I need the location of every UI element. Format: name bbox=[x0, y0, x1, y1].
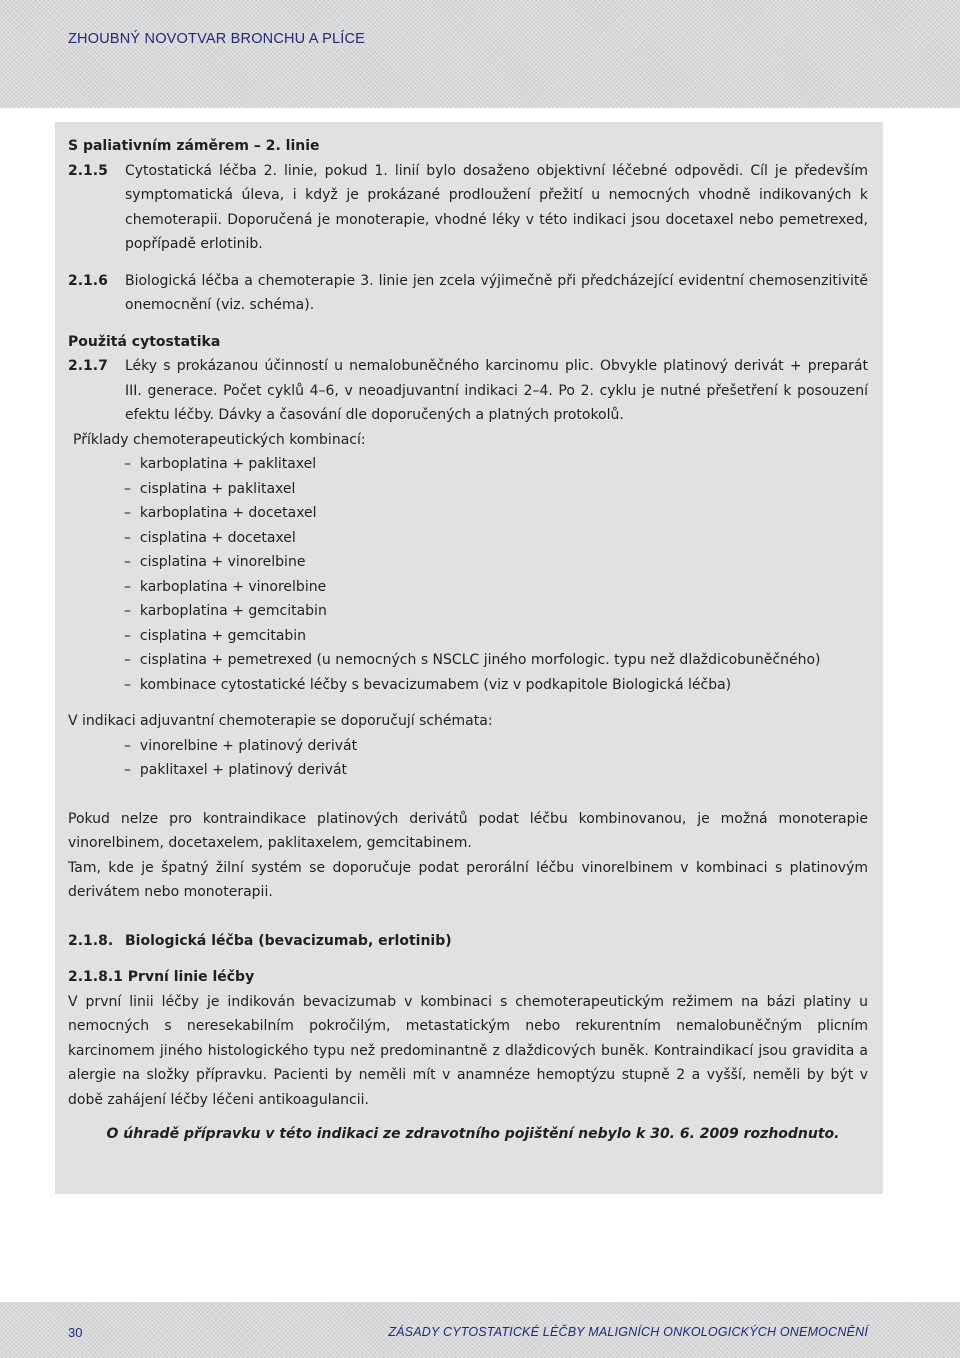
adjuvant-intro: V indikaci adjuvantní chemoterapie se doporučují schémata: bbox=[68, 713, 493, 729]
list-item: – paklitaxel + platinový derivát bbox=[124, 758, 868, 783]
reimbursement-note: O úhradě přípravku v této indikaci ze zdravotního pojištění nebylo k 30. 6. 2009 rozhodnuto. bbox=[106, 1126, 840, 1142]
venous-paragraph: Tam, kde je špatný žilní systém se doporučuje podat perorální léčbu vinorelbinem v kombinaci s platinovým derivátem nebo monoterapii. bbox=[68, 859, 868, 900]
running-footer-title: ZÁSADY CYTOSTATICKÉ LÉČBY MALIGNÍCH ONKOLOGICKÝCH ONEMOCNĚNÍ bbox=[388, 1325, 868, 1339]
palliative-heading: S paliativním záměrem – 2. linie bbox=[68, 138, 320, 154]
section-text: Cytostatická léčba 2. linie, pokud 1. linií bylo dosaženo objektivní léčebné odpovědi. Cíl je především symptomatická úleva, i když je prokázané prodloužení přežití u nemocných vhodně indikovaných k chemoterapii. Doporučená je monoterapie, vhodné léky v této indikaci jsou docetaxel nebo pemetrexed, popřípadě erlotinib. bbox=[125, 162, 868, 252]
section-number: 2.1.8. bbox=[68, 932, 114, 949]
section-2-1-5 bbox=[68, 159, 868, 257]
list-item: – karboplatina + gemcitabin bbox=[124, 599, 868, 624]
list-item: – cisplatina + docetaxel bbox=[124, 526, 868, 551]
section-text: Biologická léčba a chemoterapie 3. linie jen zcela výjimečně při předcházející evidentní chemosenzitivitě onemocnění (viz. schéma). bbox=[125, 272, 868, 313]
section-title: Biologická léčba (bevacizumab, erlotinib) bbox=[125, 932, 452, 949]
header-band bbox=[0, 0, 960, 108]
section-number: 2.1.5 bbox=[68, 162, 108, 179]
first-line-paragraph: V první linii léčby je indikován bevacizumab v kombinaci s chemoterapeutickým režimem na bázi platiny u nemocných s neresekabilním pokročilým, metastatickým nebo rekurentním nemalobuněčným plicním karcinomem jiného histologického typu než predominantně z dlaždicových buněk. Kontraindikací jsou gravidita a alergie na složky přípravku. Pacienti by neměli mít v anamnéze hemoptýzu stupně 2 a vyšší, neměli by být v době zahájení léčby léčeni antikoagulancii. bbox=[68, 993, 868, 1108]
list-item: – cisplatina + gemcitabin bbox=[124, 624, 868, 649]
page-number: 30 bbox=[68, 1325, 83, 1340]
list-item: – karboplatina + vinorelbine bbox=[124, 575, 868, 600]
list-item: – cisplatina + vinorelbine bbox=[124, 550, 868, 575]
list-item: – karboplatina + paklitaxel bbox=[124, 452, 868, 477]
section-2-1-7 bbox=[68, 354, 868, 428]
combinations-list bbox=[68, 452, 868, 697]
list-item: – cisplatina + paklitaxel bbox=[124, 477, 868, 502]
cytostatics-heading: Použitá cytostatika bbox=[68, 333, 221, 350]
running-header-title: ZHOUBNÝ NOVOTVAR BRONCHU A PLÍCE bbox=[68, 31, 365, 47]
adjuvant-list bbox=[68, 734, 868, 783]
page-content bbox=[68, 134, 868, 1147]
section-2-1-8 bbox=[68, 929, 868, 954]
list-item: – vinorelbine + platinový derivát bbox=[124, 734, 868, 759]
contraindication-paragraph: Pokud nelze pro kontraindikace platinových derivátů podat léčbu kombinovanou, je možná monoterapie vinorelbinem, docetaxelem, paklitaxelem, gemcitabinem. bbox=[68, 810, 868, 851]
section-2-1-6 bbox=[68, 269, 868, 318]
list-item: – kombinace cytostatické léčby s bevacizumabem (viz v podkapitole Biologická léčba) bbox=[124, 673, 868, 698]
section-number: 2.1.7 bbox=[68, 358, 108, 374]
list-item: – karboplatina + docetaxel bbox=[124, 501, 868, 526]
section-text: Léky s prokázanou účinností u nemalobuněčného karcinomu plic. Obvykle platinový derivát + preparát III. generace. Počet cyklů 4–6, v neoadjuvantní indikaci 2–4. Po 2. cyklu je nutné přešetření k posouzení efektu léčby. Dávky a časování dle doporučených a platných protokolů. bbox=[125, 358, 868, 423]
examples-intro: Příklady chemoterapeutických kombinací: bbox=[73, 431, 366, 448]
list-item: – cisplatina + pemetrexed (u nemocných s NSCLC jiného morfologic. typu než dlaždicobuněčného) bbox=[124, 648, 868, 673]
subsection-heading: 2.1.8.1 První linie léčby bbox=[68, 969, 255, 985]
section-number: 2.1.6 bbox=[68, 272, 108, 289]
